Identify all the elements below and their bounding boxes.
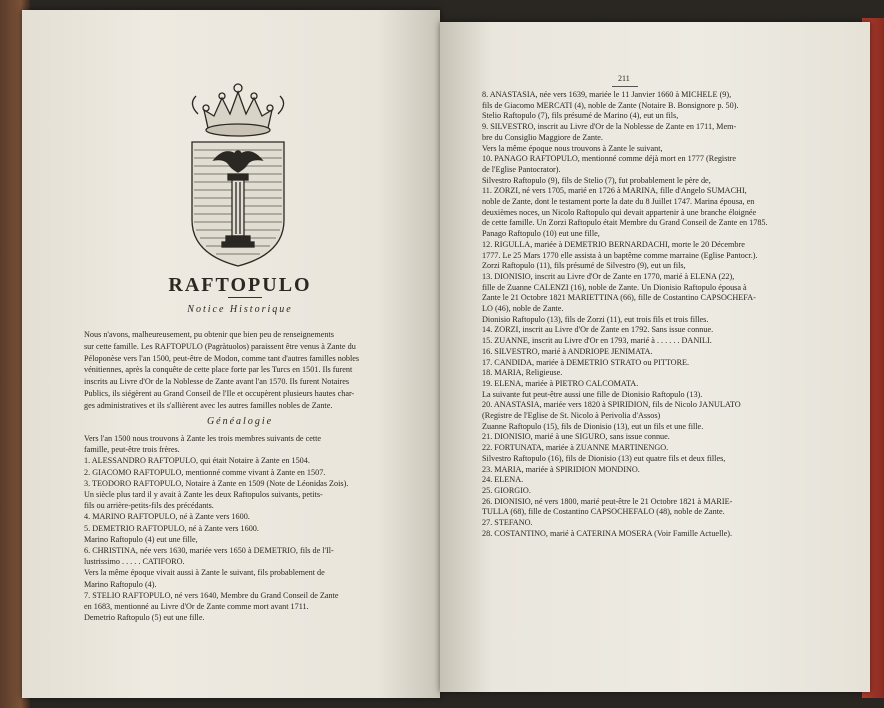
text-line: 8. ANASTASIA, née vers 1639, mariée le 11 Janvier 1660 à MICHELE (9), [482, 90, 732, 99]
text-line: Vers l'an 1500 nous trouvons à Zante les trois membres suivants de cette [84, 434, 322, 443]
text-line: de l'Eglise Pantocrator). [482, 164, 561, 174]
family-title: RAFTOPULO [168, 274, 312, 296]
text-line: La suivante fut peut-être aussi une fille de Dionisio Raftopulo (13). [482, 389, 703, 399]
text-line: 20. ANASTASIA, mariée vers 1820 à SPIRIDION, fils de Nicolo JANULATO [482, 400, 741, 410]
text-line: Zante le 21 Octobre 1821 MARIETTINA (66), fille de Costantino CAPSOCHEFA- [482, 293, 756, 303]
text-line: Un siècle plus tard il y avait à Zante les deux Raftopulos suivants, petits- [84, 490, 323, 499]
text-line: 26. DIONISIO, né vers 1800, marié peut-être le 21 Octobre 1821 à MARIE- [482, 496, 733, 506]
notice-heading: Notice Historique [187, 304, 293, 315]
text-line: sur cette famille. Les RAFTOPULO (Pagràtuolos) paraissent être venus à Zante du [84, 341, 356, 351]
title-divider [228, 297, 262, 298]
text-line: Panago Raftopulo (10) eut une fille, [482, 229, 600, 239]
text-line: Marino Raftopulo (4). [84, 579, 157, 589]
text-line: 28. COSTANTINO, marié à CATERINA MOSERA (Voir Famille Actuelle). [482, 528, 733, 538]
text-line: Silvestro Raftopulo (9), fils de Stelio (7), fut probablement le père de, [482, 175, 711, 185]
text-line: lustrissimo . . . . . CATIFORO. [84, 557, 185, 567]
text-line: 16. SILVESTRO, marié à ANDRIOPE JENIMATA. [482, 346, 653, 356]
text-line: 4. MARINO RAFTOPULO, né à Zante vers 1600. [84, 512, 250, 522]
text-line: Zorzi Raftopulo (11), fils présumé de Silvestro (9), eut un fils, [482, 261, 686, 271]
text-line: 1. ALESSANDRO RAFTOPULO, qui était Notaire à Zante en 1504. [84, 456, 310, 466]
text-line: 7. STELIO RAFTOPULO, né vers 1640, Membre du Grand Conseil de Zante [84, 590, 339, 600]
text-line: 10. PANAGO RAFTOPULO, mentionné comme déjà mort en 1777 (Registre [482, 154, 737, 164]
text-line: fils de Giacomo MERCATI (4), noble de Zante (Notaire B. Bonsignore p. 50). [482, 100, 739, 110]
text-line: 9. SILVESTRO, inscrit au Livre d'Or de la Noblesse de Zante en 1711, Mem- [482, 122, 737, 132]
text-line: 11. ZORZI, né vers 1705, marié en 1726 à MARINA, fille d'Angelo SUMACHI, [482, 186, 747, 196]
text-line: 24. ELENA. [482, 475, 524, 485]
text-line: LO (46), noble de Zante. [482, 304, 564, 313]
text-line: Silvestro Raftopulo (16), fils de Dionisio (13) eut quatre fils et deux filles, [482, 453, 726, 463]
text-line: TULLA (68), fille de Costantino CAPSOCHEFALO (48), noble de Zante. [482, 507, 725, 517]
genealogy-heading: Généalogie [206, 416, 274, 427]
text-line: 15. ZUANNE, inscrit au Livre d'Or en 1793, marié à . . . . . . DANILI. [482, 336, 712, 346]
text-line: 5. DEMETRIO RAFTOPULO, né à Zante vers 1600. [84, 523, 259, 533]
page-number-rule [612, 86, 638, 87]
text-line: ges administratives et ils s'allièrent avec les autres familles nobles de Zante. [84, 400, 333, 410]
text-line: Stelio Raftopulo (7), fils présumé de Marino (4), eut un fils, [482, 111, 679, 121]
text-line: 3. TEODORO RAFTOPULO, Notaire à Zante en 1509 (Note de Léonidas Zois). [84, 478, 349, 488]
text-line: fille de Zuanne CALENZI (16), noble de Zante. Un Dionisio Raftopulo épousa à [482, 282, 747, 292]
text-line: Nous n'avons, malheureusement, pu obtenir que bien peu de renseignements [84, 330, 334, 339]
text-line: en 1683, mentionné au Livre d'Or de Zante comme mort avant 1711. [84, 602, 309, 611]
text-line: 21. DIONISIO, marié à une SIGURO, sans issue connue. [482, 432, 670, 442]
text-line: (Registre de l'Eglise de St. Nicolo à Perivolia d'Assos) [482, 411, 661, 420]
text-line: de cette famille. Un Zorzi Raftopulo était Membre du Grand Conseil de Zante en 1785. [482, 218, 768, 228]
text-line: 25. GIORGIO. [482, 485, 531, 495]
text-line: 6. CHRISTINA, née vers 1630, mariée vers 1650 à DEMETRIO, fils de l'Il- [84, 546, 334, 555]
text-line: 12. RIGULLA, mariée à DEMETRIO BERNARDACHI, morte le 20 Décembre [482, 239, 745, 249]
text-line: bre du Consiglio Maggiore de Zante. [482, 132, 603, 142]
page-number: 211 [618, 74, 630, 83]
text-line: Péloponèse vers l'an 1500, peut-être de Modon, comme tant d'autres familles nobles [84, 353, 360, 363]
text-line: deuxièmes noces, un Nicolo Raftopulo qui devait appartenir à une branche éloignée [482, 207, 757, 217]
text-line: fils ou arrière-petits-fils des précédants. [84, 501, 214, 511]
text-line: 22. FORTUNATA, mariée à ZUANNE MARTINENGO. [482, 443, 669, 453]
text-line: 19. ELENA, mariée à PIETRO CALCOMATA. [482, 378, 639, 388]
text-line: vénitiennes, après la conquête de cette place forte par les Turcs en 1501. Ils furent [84, 365, 353, 375]
text-line: 13. DIONISIO, inscrit au Livre d'Or de Zante en 1770, marié à ELENA (22), [482, 271, 735, 281]
text-line: 27. STEFANO. [482, 518, 533, 527]
text-line: inscrits au Livre d'Or de la Noblesse de Zante avant l'an 1570. Ils furent Notaires [84, 377, 350, 387]
text-line: 23. MARIA, mariée à SPIRIDION MONDINO. [482, 464, 640, 474]
text-line: 18. MARIA, Religieuse. [482, 368, 563, 378]
text-line: Marino Raftopulo (4) eut une fille, [84, 534, 198, 544]
text-line: 17. CANDIDA, mariée à DEMETRIO STRATO ou PITTORE. [482, 357, 690, 367]
text-line: 2. GIACOMO RAFTOPULO, mentionné comme vivant à Zante en 1507. [84, 467, 326, 477]
text-line: Vers la même époque vivait aussi à Zante le suivant, fils probablement de [84, 568, 325, 578]
text-line: Publics, ils siégèrent au Grand Conseil de l'Ile et occupèrent plusieurs hautes char- [84, 389, 355, 398]
coat-of-arms-icon [168, 70, 308, 270]
text-line: famille, peut-être trois frères. [84, 445, 180, 455]
text-line: 14. ZORZI, inscrit au Livre d'Or de Zante en 1792. Sans issue connue. [482, 325, 714, 335]
text-line: 1777. Le 25 Mars 1770 elle assista à un baptême comme marraine (Eglise Pantocr.). [482, 250, 758, 260]
text-line: Dionisio Raftopulo (13), fils de Zorzi (11), eut trois fils et trois filles. [482, 314, 709, 324]
text-line: noble de Zante, dont le testament porte la date du 8 Juillet 1747. Marina épousa, en [482, 197, 755, 206]
text-line: Demetrio Raftopulo (5) eut une fille. [84, 613, 205, 623]
text-line: Zuanne Raftopulo (15), fils de Dionisio (13), eut un fils et une fille. [482, 421, 704, 431]
text-line: Vers la même époque nous trouvons à Zante le suivant, [482, 143, 663, 153]
